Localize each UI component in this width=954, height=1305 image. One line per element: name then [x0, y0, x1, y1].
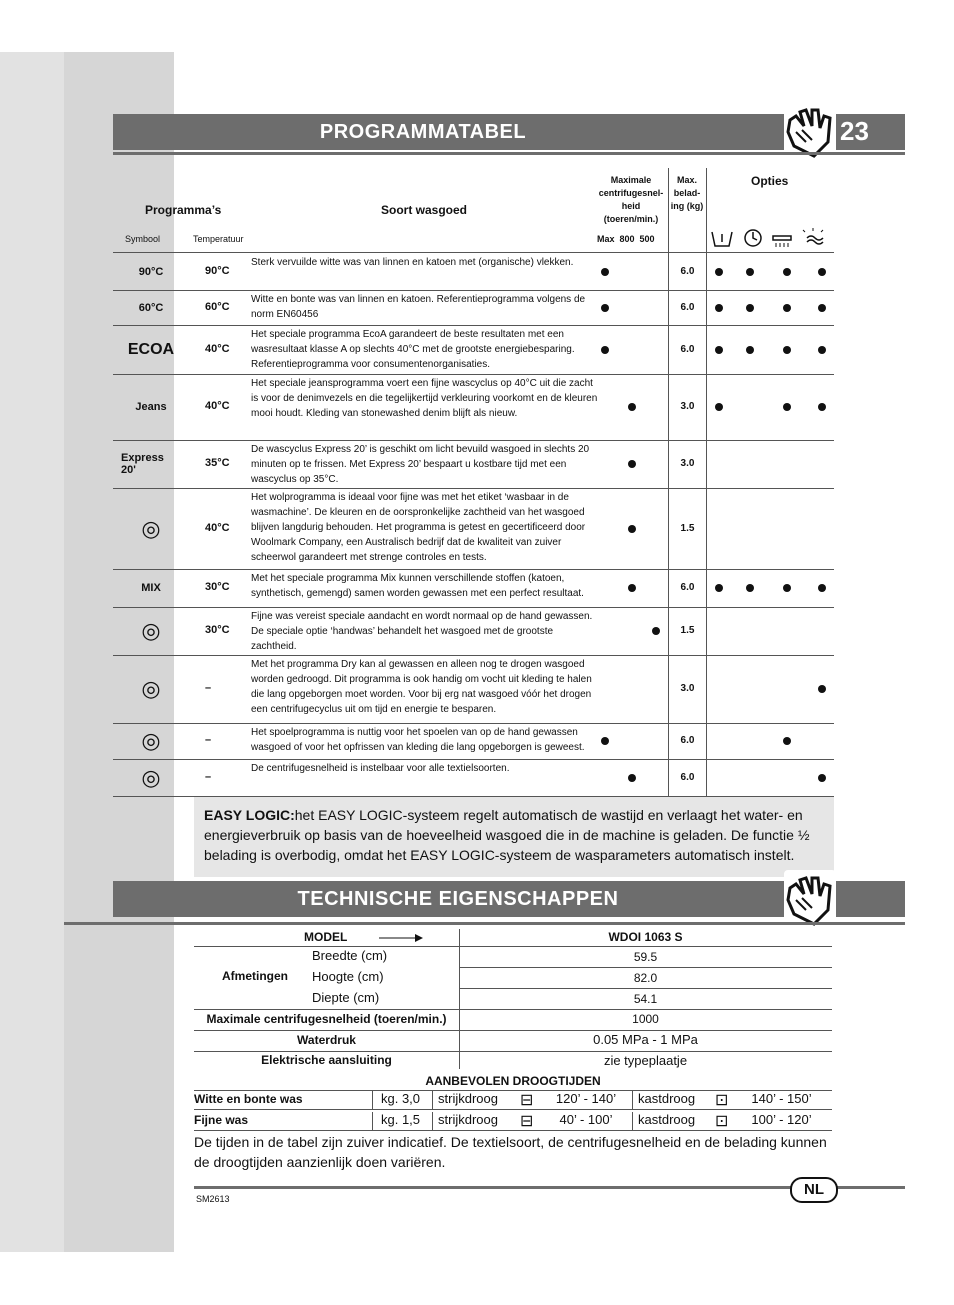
- droog-strijk-time: 40’ - 100’: [559, 1112, 613, 1127]
- option-dot: [746, 584, 754, 592]
- afmetingen-label: Afmetingen: [222, 969, 288, 983]
- program-load: 6.0: [680, 735, 695, 746]
- speed-dot: [628, 584, 636, 592]
- option-dot: [783, 304, 791, 312]
- cotton-60-icon: [121, 294, 181, 322]
- centrifuge-value: 1000: [632, 1012, 659, 1026]
- speed-dot: [628, 460, 636, 468]
- option-dot: [746, 346, 754, 354]
- breedte-label: Breedte (cm): [312, 948, 388, 963]
- droog-kast: kastdroog: [638, 1112, 696, 1127]
- program-load: 3.0: [680, 458, 695, 469]
- option-icons: [709, 226, 835, 250]
- option-dot: [715, 268, 723, 276]
- vline-b: [706, 440, 707, 488]
- program-temp: 40°C: [205, 342, 230, 355]
- header-symbool: Symbool: [125, 234, 161, 244]
- rinse-icon: [121, 727, 181, 755]
- program-icon-label: ◎: [141, 515, 161, 541]
- hoogte-label: Hoogte (cm): [312, 969, 384, 984]
- rule: [194, 1009, 832, 1010]
- program-load: 6.0: [680, 582, 695, 593]
- header-rule-2: [64, 922, 905, 925]
- program-load: 3.0: [680, 683, 695, 694]
- program-icon-label: ◎: [141, 764, 161, 790]
- hand-icon: [784, 102, 836, 158]
- program-icon-label: Jeans: [135, 401, 167, 413]
- speed-dot: [601, 268, 609, 276]
- option-dot: [746, 268, 754, 276]
- vline-b: [706, 655, 707, 723]
- program-row: [113, 655, 834, 724]
- diepte-label: Diepte (cm): [312, 990, 380, 1005]
- option-dot: [783, 737, 791, 745]
- rinse-option-icon: [773, 236, 791, 247]
- speed-dot: [601, 304, 609, 312]
- handwash-icon: [121, 617, 181, 645]
- program-desc: Sterk vervuilde witte was van linnen en katoen met (organische) vlekken.: [251, 257, 574, 268]
- program-row: [113, 290, 834, 326]
- droog-vline: [632, 1112, 633, 1131]
- rule: [459, 967, 832, 968]
- program-temp: 35°C: [205, 457, 230, 469]
- program-temp: –: [205, 682, 212, 694]
- header-soort: Soort wasgoed: [381, 203, 468, 217]
- spin-icon: [121, 764, 181, 792]
- program-desc: Het speciale programma EcoA garandeert de beste resultaten met een wasresultaat klasse A op slechts 40°C met de grootste energiebesparing. Referentieprogramma voor consumentenorganisaties.: [251, 329, 575, 370]
- option-dot: [783, 268, 791, 276]
- option-dot: [818, 584, 826, 592]
- rule: [194, 1090, 832, 1091]
- option-dot: [818, 403, 826, 411]
- program-icon-label: MIX: [141, 582, 161, 594]
- program-temp: 60°C: [205, 300, 230, 313]
- droog-kast-time: 100’ - 120’: [751, 1112, 812, 1127]
- option-dot: [818, 346, 826, 354]
- speed-dot: [628, 525, 636, 533]
- program-temp: 40°C: [205, 521, 230, 534]
- option-dot: [818, 774, 826, 782]
- program-row: [113, 440, 834, 489]
- droog-vline: [632, 1091, 633, 1110]
- program-desc: Fijne was vereist speciale aandacht en wordt normaal op de hand gewassen. De speciale optie ‘handwas’ behandelt het wasgoed met de grootste zachtheid.: [251, 611, 593, 652]
- iron-icon: ⊟: [520, 1092, 534, 1109]
- droog-vline: [432, 1091, 433, 1110]
- header-opties: Opties: [751, 174, 789, 188]
- program-icon-label: ECOA: [127, 340, 175, 358]
- hand-icon-2: [784, 870, 836, 926]
- time-icon: [745, 230, 761, 246]
- tech-vline: [459, 929, 460, 1069]
- jeans-icon: [121, 393, 181, 421]
- waterdruk-value: 0.05 MPa - 1 MPa: [593, 1032, 698, 1047]
- easy-logic-text: het EASY LOGIC-systeem regelt automatisch de wastijd en verlaagt het water- en energieverbruik op basis van de hoeveelheid wasgoed die in de machine is geladen. De functie ½ belading is overbodig, omdat het EASY LOGIC-systeem de wasparameters automatisch instelt.: [204, 807, 810, 863]
- easy-logic-label: EASY LOGIC:: [204, 807, 295, 823]
- program-icon-label: ◎: [141, 728, 161, 753]
- vline-b: [706, 759, 707, 796]
- program-row: [113, 325, 834, 375]
- elektrisch-value: zie typeplaatje: [603, 1053, 688, 1068]
- vline-b: [706, 488, 707, 569]
- program-desc: Met het programma Dry kan al gewassen en alleen nog te drogen wasgoed worden gedroogd. Dit programma is ook handig om vocht uit kleding te halen die lang opgeborgen moet worden. Voor bij erg nat wasgoed vóór het drogen een centrifugecyclus uit om tijd en energie te besparen.: [251, 659, 592, 715]
- option-dot: [783, 403, 791, 411]
- program-icon-label: 90°C: [138, 265, 164, 278]
- iron-icon: ⊟: [520, 1113, 534, 1130]
- waterdruk-label: Waterdruk: [297, 1033, 356, 1047]
- vline-b: [706, 374, 707, 440]
- program-desc: Het speciale jeansprogramma voert een fijne wascyclus op 40°C uit die zacht is voor de denimvezels en die tegelijkertijd verkleuring voorkomt en de kleuren mooi houdt. Kleding van stonewashed denim blijft als nieuw.: [251, 378, 598, 419]
- header-programmas: Programma’s: [145, 203, 222, 217]
- option-dot: [746, 304, 754, 312]
- program-desc: De centrifugesnelheid is instelbaar voor alle textielsoorten.: [251, 763, 510, 774]
- header-temperatuur: Temperatuur: [193, 234, 244, 244]
- speed-dot: [628, 403, 636, 411]
- program-desc: Het spoelprogramma is nuttig voor het spoelen van op de hand gewassen wasgoed of voor het opfrissen van kleding die lang opgeborgen is geweest.: [251, 727, 585, 753]
- dry-option-icon: [803, 228, 823, 244]
- lang-badge: [790, 1177, 838, 1203]
- section-title-2: TECHNISCHE EIGENSCHAPPEN: [297, 888, 619, 910]
- droog-kast-time: 140’ - 150’: [751, 1091, 812, 1106]
- program-load: 1.5: [680, 625, 695, 636]
- prewash-icon: [712, 232, 732, 246]
- program-temp: –: [205, 770, 212, 783]
- elektrisch-label: Elektrische aansluiting: [261, 1053, 392, 1067]
- tech-note: De tijden in de tabel zijn zuiver indicatief. De textielsoort, de centrifugesnelheid en de belading kunnen de droogtijden aanzienlijk doen variëren.: [194, 1134, 827, 1170]
- droog-row-label: Witte en bonte was: [194, 1092, 303, 1106]
- rule: [194, 1051, 832, 1052]
- vline-b: [706, 569, 707, 607]
- rule: [459, 988, 832, 989]
- program-temp: 90°C: [205, 264, 230, 277]
- program-temp: –: [205, 734, 212, 746]
- rule: [194, 1109, 832, 1110]
- droog-row-label: Fijne was: [194, 1113, 249, 1127]
- program-row: [113, 759, 834, 797]
- diepte-value: 54.1: [633, 992, 658, 1006]
- breedte-value: 59.5: [633, 950, 658, 964]
- speed-dot: [628, 774, 636, 782]
- wool-icon: [121, 515, 181, 543]
- rule: [194, 1130, 832, 1131]
- header-centrifuge: Maximale centrifugesnel-heid (toeren/min.): [598, 175, 664, 224]
- option-dot: [818, 304, 826, 312]
- speed-dot: [652, 627, 660, 635]
- program-row: [113, 723, 834, 760]
- option-dot: [715, 346, 723, 354]
- centrifuge-label: Maximale centrifugesnelheid (toeren/min.): [206, 1012, 447, 1026]
- vline-b: [706, 325, 707, 374]
- droog-strijk-time: 120’ - 140’: [555, 1091, 617, 1106]
- hoogte-value: 82.0: [633, 971, 658, 985]
- program-icon-label: 60°C: [138, 301, 164, 314]
- program-load: 3.0: [680, 401, 695, 412]
- droog-vline: [372, 1112, 373, 1131]
- page-number: 23: [840, 116, 869, 146]
- option-dot: [715, 304, 723, 312]
- header-belading: Max. belad-ing (kg): [670, 175, 704, 211]
- program-row: [113, 569, 834, 608]
- program-icon-label: ◎: [141, 676, 161, 701]
- vline-b: [706, 723, 707, 759]
- speed-dot: [601, 346, 609, 354]
- vline-b: [706, 607, 707, 655]
- program-desc: Witte en bonte was van linnen en katoen. Referentieprogramma volgens de norm EN60456: [251, 294, 586, 320]
- section-title: PROGRAMMATABEL: [319, 121, 527, 143]
- program-temp: 40°C: [205, 400, 230, 412]
- rule: [194, 946, 832, 947]
- model-value: WDOI 1063 S: [608, 930, 683, 944]
- option-dot: [783, 584, 791, 592]
- easy-logic-box: [194, 797, 834, 877]
- express-20-icon: [121, 450, 181, 478]
- program-desc: Met het speciale programma Mix kunnen verschillende stoffen (katoen, synthetisch, gemengd) samen worden gewassen met een perfect resultaat.: [251, 573, 584, 599]
- program-temp: 30°C: [205, 581, 230, 593]
- program-load: 6.0: [680, 771, 695, 783]
- program-desc: Het wolprogramma is ideaal voor fijne was met het etiket ‘wasbaar in de wasmachine’. De kleuren en de oorspronkelijke zachtheid van het wasgoed blijven langdurig behouden. Het programma is getest en gecertificeerd door Woolmark Company, een Australisch bedrijf dat de kwaliteit van zuiver scheerwol garandeert met strenge controles en tests.: [251, 492, 586, 563]
- vline-b: [706, 290, 707, 325]
- program-load: 6.0: [680, 343, 695, 355]
- option-dot: [715, 403, 723, 411]
- arrow-icon: [379, 933, 425, 943]
- droog-strijk: strijkdroog: [438, 1112, 498, 1127]
- program-row: [113, 607, 834, 656]
- droog-strijk: strijkdroog: [438, 1091, 498, 1106]
- program-icon-label: ◎: [141, 618, 161, 643]
- program-row: [113, 488, 834, 570]
- footer-code: SM2613: [196, 1194, 230, 1204]
- cupboard-icon: ⊡: [715, 1092, 729, 1109]
- option-dot: [715, 584, 723, 592]
- option-dot: [818, 268, 826, 276]
- program-row: [113, 253, 834, 291]
- dry-icon: [121, 675, 181, 703]
- header-speeds: Max 800 500: [597, 234, 655, 244]
- program-desc: De wascyclus Express 20’ is geschikt om licht bevuild wasgoed in slechts 20 minuten op te frissen. Met Express 20’ bespaart u kostbare tijd met een wascyclus op 35°C.: [251, 444, 590, 485]
- header-rule: [113, 152, 905, 155]
- rule: [194, 1030, 832, 1031]
- droog-kast: kastdroog: [638, 1091, 696, 1106]
- mix-icon: [121, 574, 181, 602]
- cotton-90-icon: [121, 258, 181, 286]
- droog-vline: [372, 1091, 373, 1110]
- option-dot: [783, 346, 791, 354]
- model-label: MODEL: [304, 930, 348, 944]
- program-icon-label: Express 20': [121, 452, 164, 476]
- droog-title: AANBEVOLEN DROOGTIJDEN: [425, 1074, 601, 1088]
- side-strip-light: [0, 52, 64, 1252]
- droog-vline: [432, 1112, 433, 1131]
- vline-2: [706, 168, 707, 252]
- droog-kg: kg. 1,5: [381, 1112, 421, 1127]
- cupboard-icon: ⊡: [715, 1113, 729, 1130]
- droog-kg: kg. 3,0: [381, 1091, 421, 1106]
- eco-a-icon: [121, 336, 181, 364]
- option-dot: [818, 685, 826, 693]
- lang-badge-text: NL: [804, 1181, 824, 1198]
- speed-dot: [601, 737, 609, 745]
- program-load: 6.0: [680, 301, 695, 313]
- program-temp: 30°C: [205, 624, 230, 636]
- program-row: [113, 374, 834, 441]
- program-load: 1.5: [680, 522, 695, 534]
- vline-b: [706, 253, 707, 290]
- table-header-block: [113, 168, 834, 253]
- program-load: 6.0: [680, 265, 695, 277]
